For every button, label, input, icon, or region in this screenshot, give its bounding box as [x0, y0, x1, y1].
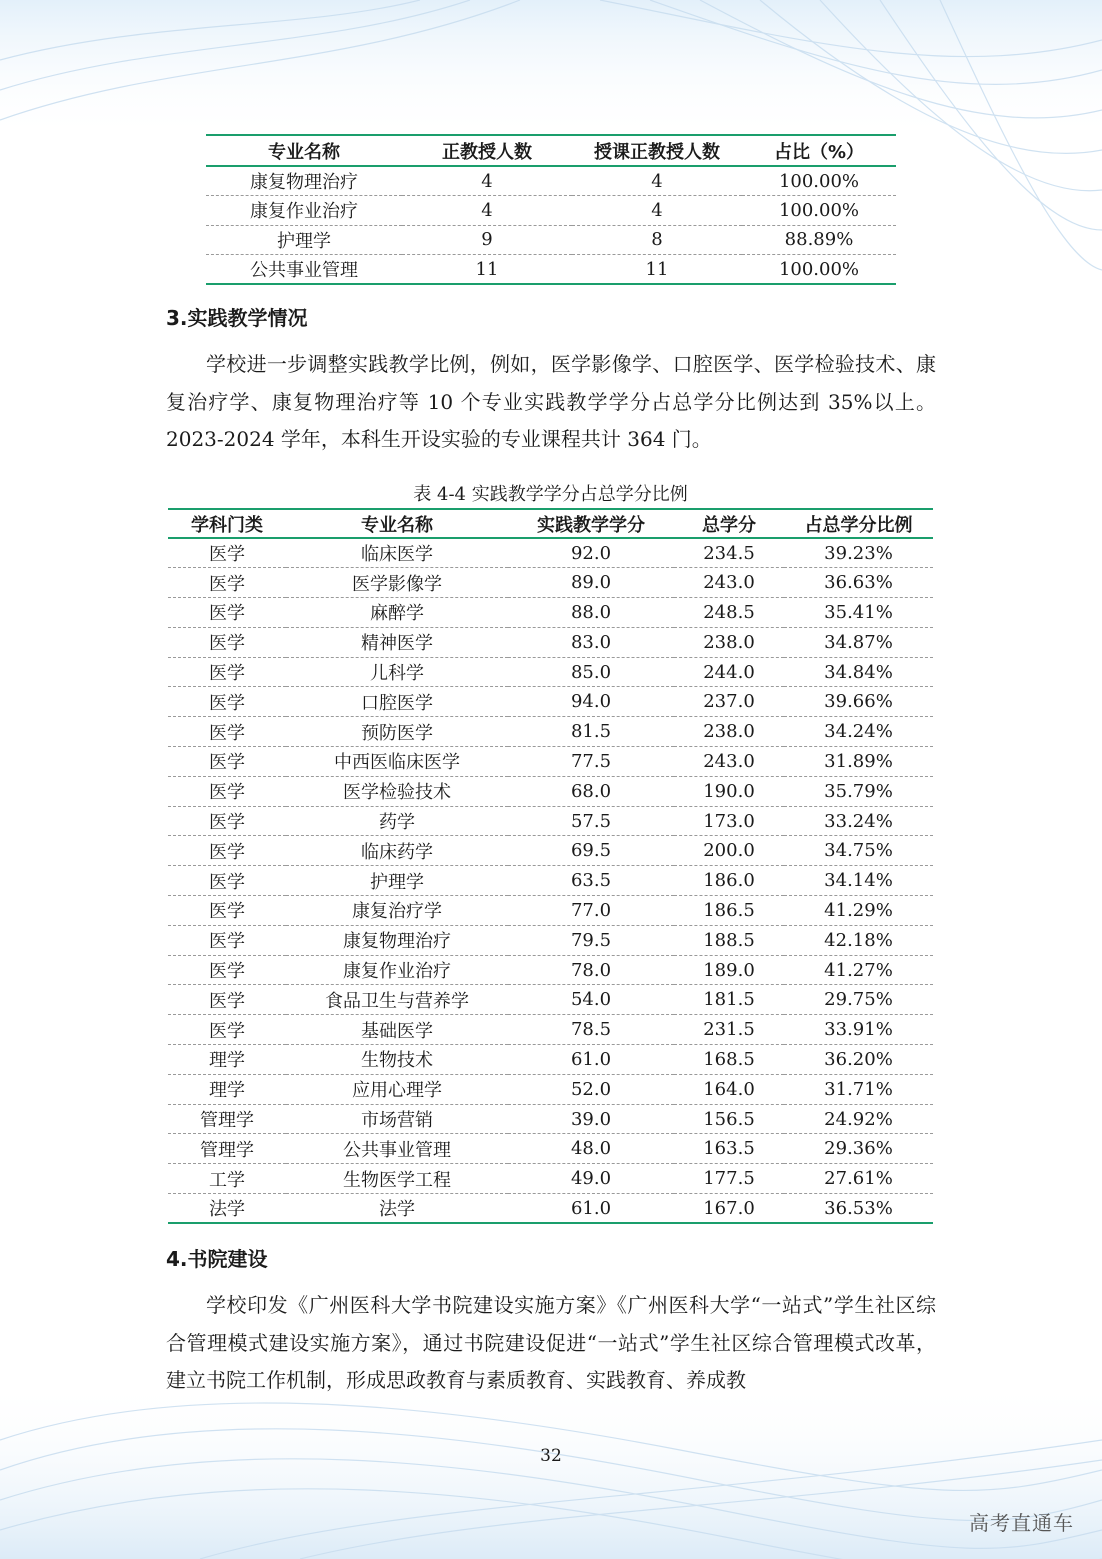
table-cell: 市场营销: [286, 1104, 508, 1134]
table-row: [168, 627, 933, 657]
table-cell: 法学: [286, 1194, 508, 1224]
table-cell: 36.20%: [784, 1045, 933, 1075]
table-row: [168, 1045, 933, 1075]
table-cell: 医学: [168, 717, 286, 747]
table-cell: 77.0: [508, 896, 674, 926]
paragraph: 学校进一步调整实践教学比例，例如，医学影像学、口腔医学、医学检验技术、康复治疗学、康复物理治疗等 10 个专业实践教学学分占总学分比例达到 35%以上。2023-2024 学年，本科生开设实验的专业课程共计 364 门。: [166, 352, 936, 451]
table-cell: 49.0: [508, 1164, 674, 1194]
table-cell: 78.0: [508, 955, 674, 985]
section-heading: 3.实践教学情况: [166, 306, 308, 330]
table-cell: 88.0: [508, 598, 674, 628]
col-header: 授课正教授人数: [572, 135, 742, 166]
col-header: 占总学分比例: [784, 509, 933, 538]
table-row: [168, 1015, 933, 1045]
table-cell: 医学: [168, 687, 286, 717]
table-cell: 57.5: [508, 806, 674, 836]
table-cell: 临床药学: [286, 836, 508, 866]
table-cell: 法学: [168, 1194, 286, 1224]
table-row: [206, 225, 896, 255]
table-cell: 34.84%: [784, 657, 933, 687]
table-cell: 39.23%: [784, 538, 933, 568]
table-row: [168, 687, 933, 717]
col-header: 学科门类: [168, 509, 286, 538]
table-cell: 36.53%: [784, 1194, 933, 1224]
table-cell: 生物技术: [286, 1045, 508, 1075]
table-row: [168, 538, 933, 568]
table-row: [168, 925, 933, 955]
table-cell: 237.0: [674, 687, 784, 717]
col-header: 占比（%）: [742, 135, 896, 166]
paragraph: 学校印发《广州医科大学书院建设实施方案》《广州医科大学“一站式”学生社区综合管理模式建设实施方案》，通过书院建设促进“一站式”学生社区综合管理模式改革，建立书院工作机制，形成思政教育与素质教育、实践教育、养成教: [166, 1293, 936, 1392]
table-cell: 61.0: [508, 1194, 674, 1224]
table-cell: 29.36%: [784, 1134, 933, 1164]
table-cell: 39.66%: [784, 687, 933, 717]
table-cell: 公共事业管理: [286, 1134, 508, 1164]
table-cell: 69.5: [508, 836, 674, 866]
table-cell: 81.5: [508, 717, 674, 747]
table-cell: 234.5: [674, 538, 784, 568]
table-row: [168, 955, 933, 985]
table-cell: 9: [402, 225, 572, 255]
professor-ratio-table: [206, 134, 896, 285]
table-cell: 79.5: [508, 925, 674, 955]
table-cell: 医学检验技术: [286, 776, 508, 806]
table-row: [168, 776, 933, 806]
table-row: [168, 1074, 933, 1104]
table-cell: 94.0: [508, 687, 674, 717]
table-cell: 临床医学: [286, 538, 508, 568]
table-cell: 康复物理治疗: [286, 925, 508, 955]
table-row: [168, 1134, 933, 1164]
table-cell: 39.0: [508, 1104, 674, 1134]
table-cell: 医学: [168, 568, 286, 598]
table-cell: 康复作业治疗: [206, 196, 402, 226]
table-cell: 医学: [168, 866, 286, 896]
table-cell: 31.71%: [784, 1074, 933, 1104]
table-cell: 89.0: [508, 568, 674, 598]
table-cell: 164.0: [674, 1074, 784, 1104]
table-cell: 68.0: [508, 776, 674, 806]
table-cell: 24.92%: [784, 1104, 933, 1134]
table-row: [168, 657, 933, 687]
table-cell: 中西医临床医学: [286, 747, 508, 777]
table-cell: 基础医学: [286, 1015, 508, 1045]
table-row: [168, 1104, 933, 1134]
table-cell: 48.0: [508, 1134, 674, 1164]
col-header: 总学分: [674, 509, 784, 538]
table-cell: 4: [402, 166, 572, 196]
table-cell: 医学: [168, 836, 286, 866]
table-cell: 244.0: [674, 657, 784, 687]
table-cell: 4: [402, 196, 572, 226]
table-cell: 食品卫生与营养学: [286, 985, 508, 1015]
col-header: 实践教学学分: [508, 509, 674, 538]
table-cell: 医学: [168, 538, 286, 568]
table-row: [206, 196, 896, 226]
table-cell: 29.75%: [784, 985, 933, 1015]
table-cell: 34.24%: [784, 717, 933, 747]
table-cell: 管理学: [168, 1104, 286, 1134]
table-cell: 应用心理学: [286, 1074, 508, 1104]
table-cell: 康复治疗学: [286, 896, 508, 926]
section-heading: 4.书院建设: [166, 1247, 268, 1271]
table-cell: 100.00%: [742, 255, 896, 285]
table-cell: 83.0: [508, 627, 674, 657]
table-row: [168, 747, 933, 777]
table-row: [168, 866, 933, 896]
table-cell: 医学: [168, 776, 286, 806]
table-cell: 168.5: [674, 1045, 784, 1075]
table-cell: 康复作业治疗: [286, 955, 508, 985]
table-header-row: [206, 135, 896, 166]
table-row: [206, 255, 896, 285]
table-cell: 243.0: [674, 568, 784, 598]
table-cell: 200.0: [674, 836, 784, 866]
table-row: [168, 1164, 933, 1194]
table-cell: 77.5: [508, 747, 674, 777]
table-cell: 医学: [168, 806, 286, 836]
table-cell: 36.63%: [784, 568, 933, 598]
table-cell: 管理学: [168, 1134, 286, 1164]
table-row: [168, 598, 933, 628]
table-caption: 表 4-4 实践教学学分占总学分比例: [413, 484, 688, 505]
table1-body: [206, 166, 896, 284]
table-cell: 理学: [168, 1045, 286, 1075]
table-row: [168, 568, 933, 598]
table-cell: 医学影像学: [286, 568, 508, 598]
table-cell: 医学: [168, 985, 286, 1015]
table-cell: 188.5: [674, 925, 784, 955]
table-cell: 8: [572, 225, 742, 255]
table-cell: 预防医学: [286, 717, 508, 747]
table-cell: 41.27%: [784, 955, 933, 985]
table-row: [206, 166, 896, 196]
table-cell: 35.41%: [784, 598, 933, 628]
col-header: 专业名称: [286, 509, 508, 538]
table-cell: 公共事业管理: [206, 255, 402, 285]
table-cell: 88.89%: [742, 225, 896, 255]
table-cell: 口腔医学: [286, 687, 508, 717]
table-cell: 167.0: [674, 1194, 784, 1224]
table-cell: 医学: [168, 925, 286, 955]
table-cell: 238.0: [674, 717, 784, 747]
table-cell: 33.91%: [784, 1015, 933, 1045]
table-cell: 27.61%: [784, 1164, 933, 1194]
table-cell: 康复物理治疗: [206, 166, 402, 196]
table-cell: 243.0: [674, 747, 784, 777]
table-cell: 护理学: [206, 225, 402, 255]
table-header-row: [168, 509, 933, 538]
table-cell: 35.79%: [784, 776, 933, 806]
table-cell: 医学: [168, 657, 286, 687]
table-cell: 工学: [168, 1164, 286, 1194]
watermark-text: 高考直通车: [969, 1511, 1074, 1535]
table-cell: 52.0: [508, 1074, 674, 1104]
table-row: [168, 806, 933, 836]
table-cell: 精神医学: [286, 627, 508, 657]
table-cell: 177.5: [674, 1164, 784, 1194]
table-cell: 医学: [168, 598, 286, 628]
table-cell: 61.0: [508, 1045, 674, 1075]
table-cell: 78.5: [508, 1015, 674, 1045]
table-row: [168, 1194, 933, 1224]
table-cell: 248.5: [674, 598, 784, 628]
table-cell: 156.5: [674, 1104, 784, 1134]
table-cell: 11: [402, 255, 572, 285]
table-cell: 34.14%: [784, 866, 933, 896]
table-cell: 儿科学: [286, 657, 508, 687]
table-cell: 63.5: [508, 866, 674, 896]
table-row: [168, 896, 933, 926]
table-cell: 4: [572, 196, 742, 226]
table-cell: 生物医学工程: [286, 1164, 508, 1194]
table-cell: 100.00%: [742, 166, 896, 196]
table-cell: 173.0: [674, 806, 784, 836]
table-cell: 33.24%: [784, 806, 933, 836]
col-header: 正教授人数: [402, 135, 572, 166]
table-cell: 护理学: [286, 866, 508, 896]
table-cell: 医学: [168, 896, 286, 926]
table-cell: 医学: [168, 747, 286, 777]
table-cell: 85.0: [508, 657, 674, 687]
table-cell: 42.18%: [784, 925, 933, 955]
table-cell: 11: [572, 255, 742, 285]
table-cell: 31.89%: [784, 747, 933, 777]
table-row: [168, 985, 933, 1015]
table-cell: 34.75%: [784, 836, 933, 866]
table-cell: 医学: [168, 955, 286, 985]
table-cell: 100.00%: [742, 196, 896, 226]
table-cell: 190.0: [674, 776, 784, 806]
table-cell: 163.5: [674, 1134, 784, 1164]
table-cell: 54.0: [508, 985, 674, 1015]
table-cell: 药学: [286, 806, 508, 836]
page-number: 32: [540, 1446, 562, 1466]
table-cell: 181.5: [674, 985, 784, 1015]
table-cell: 麻醉学: [286, 598, 508, 628]
table-cell: 医学: [168, 1015, 286, 1045]
table-cell: 186.0: [674, 866, 784, 896]
table-row: [168, 717, 933, 747]
table-cell: 41.29%: [784, 896, 933, 926]
table-cell: 231.5: [674, 1015, 784, 1045]
table-cell: 34.87%: [784, 627, 933, 657]
col-header: 专业名称: [206, 135, 402, 166]
table-cell: 医学: [168, 627, 286, 657]
practice-credit-table: [168, 508, 933, 1224]
table-cell: 理学: [168, 1074, 286, 1104]
table-cell: 4: [572, 166, 742, 196]
table-cell: 238.0: [674, 627, 784, 657]
table-row: [168, 836, 933, 866]
table-cell: 92.0: [508, 538, 674, 568]
table2-body: [168, 538, 933, 1223]
table-cell: 189.0: [674, 955, 784, 985]
table-cell: 186.5: [674, 896, 784, 926]
